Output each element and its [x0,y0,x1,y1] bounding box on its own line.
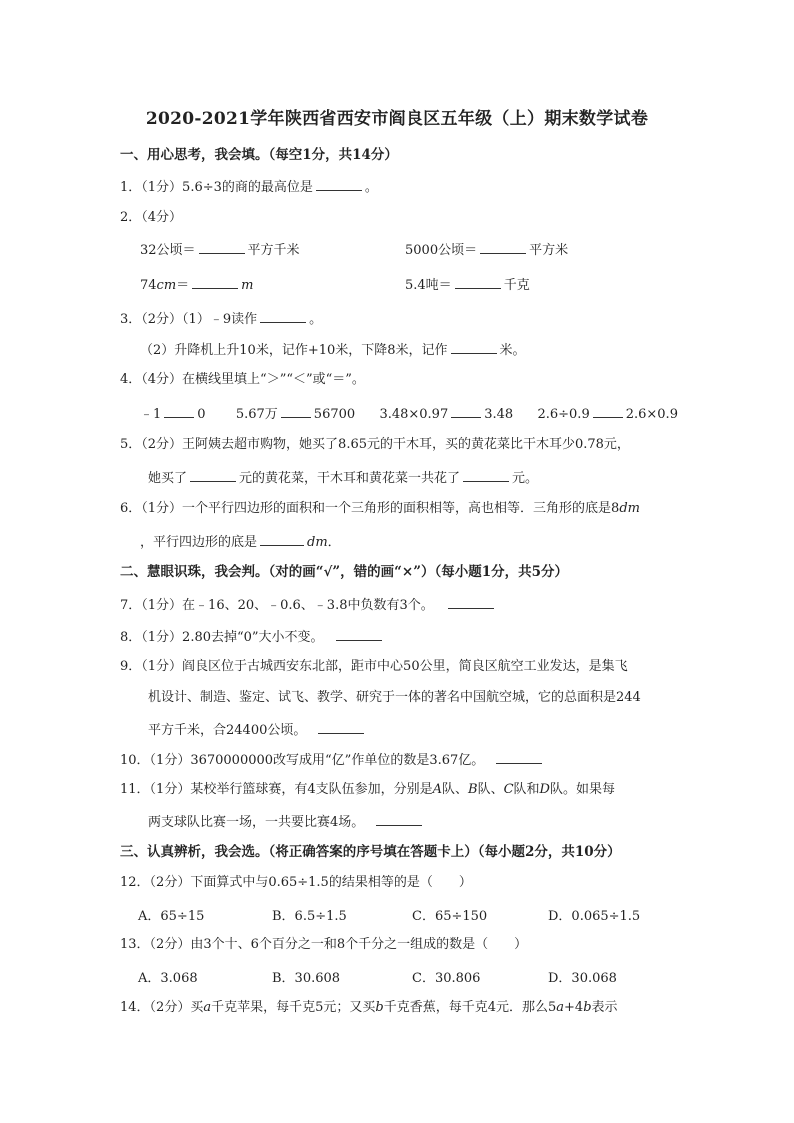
question-9-line3: 平方千米，合24400公顷。 [148,720,367,740]
question-2-row2-right: 5.4吨＝ 千克 [405,275,530,295]
answer-blank[interactable] [192,275,238,289]
answer-blank[interactable] [164,404,194,418]
answer-blank[interactable] [281,404,311,418]
q13-option-c[interactable]: C．30.806 [412,971,481,986]
section-2-heading: 二、慧眼识珠，我会判。（对的画“√”，错的画“×”）（每小题1分，共5分） [120,564,569,580]
question-7: 7．（1分）在﹣16、20、﹣0.6、﹣3.8中负数有3个。 [120,595,497,615]
answer-blank[interactable] [593,404,623,418]
question-5-line2: 她买了 元的黄花菜，干木耳和黄花菜一共花了 元。 [148,468,538,488]
question-4-items: ﹣1 0 5.67万 56700 3.48×0.97 3.48 2.6÷0.9 2.6×0.9 [140,404,678,424]
question-1: 1．（1分）5.6÷3的商的最高位是 。 [120,177,378,197]
q13-option-a[interactable]: A．3.068 [138,971,198,986]
answer-blank[interactable] [448,595,494,609]
question-13-stem: 13．（2分）由3个十、6个百分之一和8个千分之一组成的数是（ ） [120,937,528,952]
question-4-head: 4．（4分）在横线里填上“＞”“＜”或“＝”。 [120,372,365,387]
answer-blank[interactable] [455,275,501,289]
answer-blank[interactable] [451,340,497,354]
question-12-stem: 12．（2分）下面算式中与0.65÷1.5的结果相等的是（ ） [120,875,472,890]
q12-option-a[interactable]: A．65÷15 [138,909,205,924]
q12-option-d[interactable]: D．0.065÷1.5 [548,909,641,924]
answer-blank[interactable] [199,240,245,254]
question-5-line1: 5．（2分）王阿姨去超市购物，她买了8.65元的干木耳，买的黄花菜比干木耳少0.78元， [120,437,630,452]
answer-blank[interactable] [496,750,542,764]
q13-option-d[interactable]: D．30.068 [548,971,617,986]
question-11-line1: 11．（1分）某校举行篮球赛，有4支队伍参加，分别是A队、B队、C队和D队。如果每 [120,782,615,797]
question-6-line2: ，平行四边形的底是 dm． [140,532,341,552]
question-10: 10．（1分）3670000000改写成用“亿”作单位的数是3.67亿。 [120,750,545,770]
question-3-part2: （2）升降机上升10米，记作+10米，下降8米，记作 米。 [140,340,526,360]
answer-blank[interactable] [260,309,306,323]
question-9-line1: 9．（1分）阎良区位于古城西安东北部，距市中心50公里，简良区航空工业发达，是集飞 [120,659,628,674]
answer-blank[interactable] [260,532,304,546]
exam-title: 2020-2021学年陕西省西安市阎良区五年级（上）期末数学试卷 [145,109,649,129]
question-2-row2-left: 74cm＝ m [140,275,254,295]
answer-blank[interactable] [451,404,481,418]
question-3-part1: 3．（2分）（1）﹣9读作 。 [120,309,322,329]
q12-option-c[interactable]: C．65÷150 [412,909,488,924]
question-6-line1: 6．（1分）一个平行四边形的面积和一个三角形的面积相等，高也相等．三角形的底是8dm [120,501,640,516]
question-2-head: 2．（4分） [120,210,183,225]
answer-blank[interactable] [376,812,422,826]
section-1-heading: 一、用心思考，我会填。（每空1分，共14分） [120,147,398,163]
question-9-line2: 机设计、制造、鉴定、试飞、教学、研究于一体的著名中国航空城，它的总面积是244 [148,690,641,705]
answer-blank[interactable] [316,177,362,191]
question-14-stem: 14．（2分）买a千克苹果，每千克5元；又买b千克香蕉，每千克4元．那么5a+4b表示 [120,1000,618,1015]
answer-blank[interactable] [190,468,236,482]
answer-blank[interactable] [336,627,382,641]
q13-option-b[interactable]: B．30.608 [272,971,341,986]
answer-blank[interactable] [318,720,364,734]
question-11-line2: 两支球队比赛一场，一共要比赛4场。 [148,812,425,832]
question-2-row1-right: 5000公顷＝ 平方米 [405,240,568,260]
answer-blank[interactable] [480,240,526,254]
answer-blank[interactable] [463,468,509,482]
question-2-row1-left: 32公顷＝ 平方千米 [140,240,300,260]
section-3-heading: 三、认真辨析，我会选。（将正确答案的序号填在答题卡上）（每小题2分，共10分） [120,844,621,860]
q12-option-b[interactable]: B．6.5÷1.5 [272,909,347,924]
question-8: 8．（1分）2.80去掉“0”大小不变。 [120,627,385,647]
